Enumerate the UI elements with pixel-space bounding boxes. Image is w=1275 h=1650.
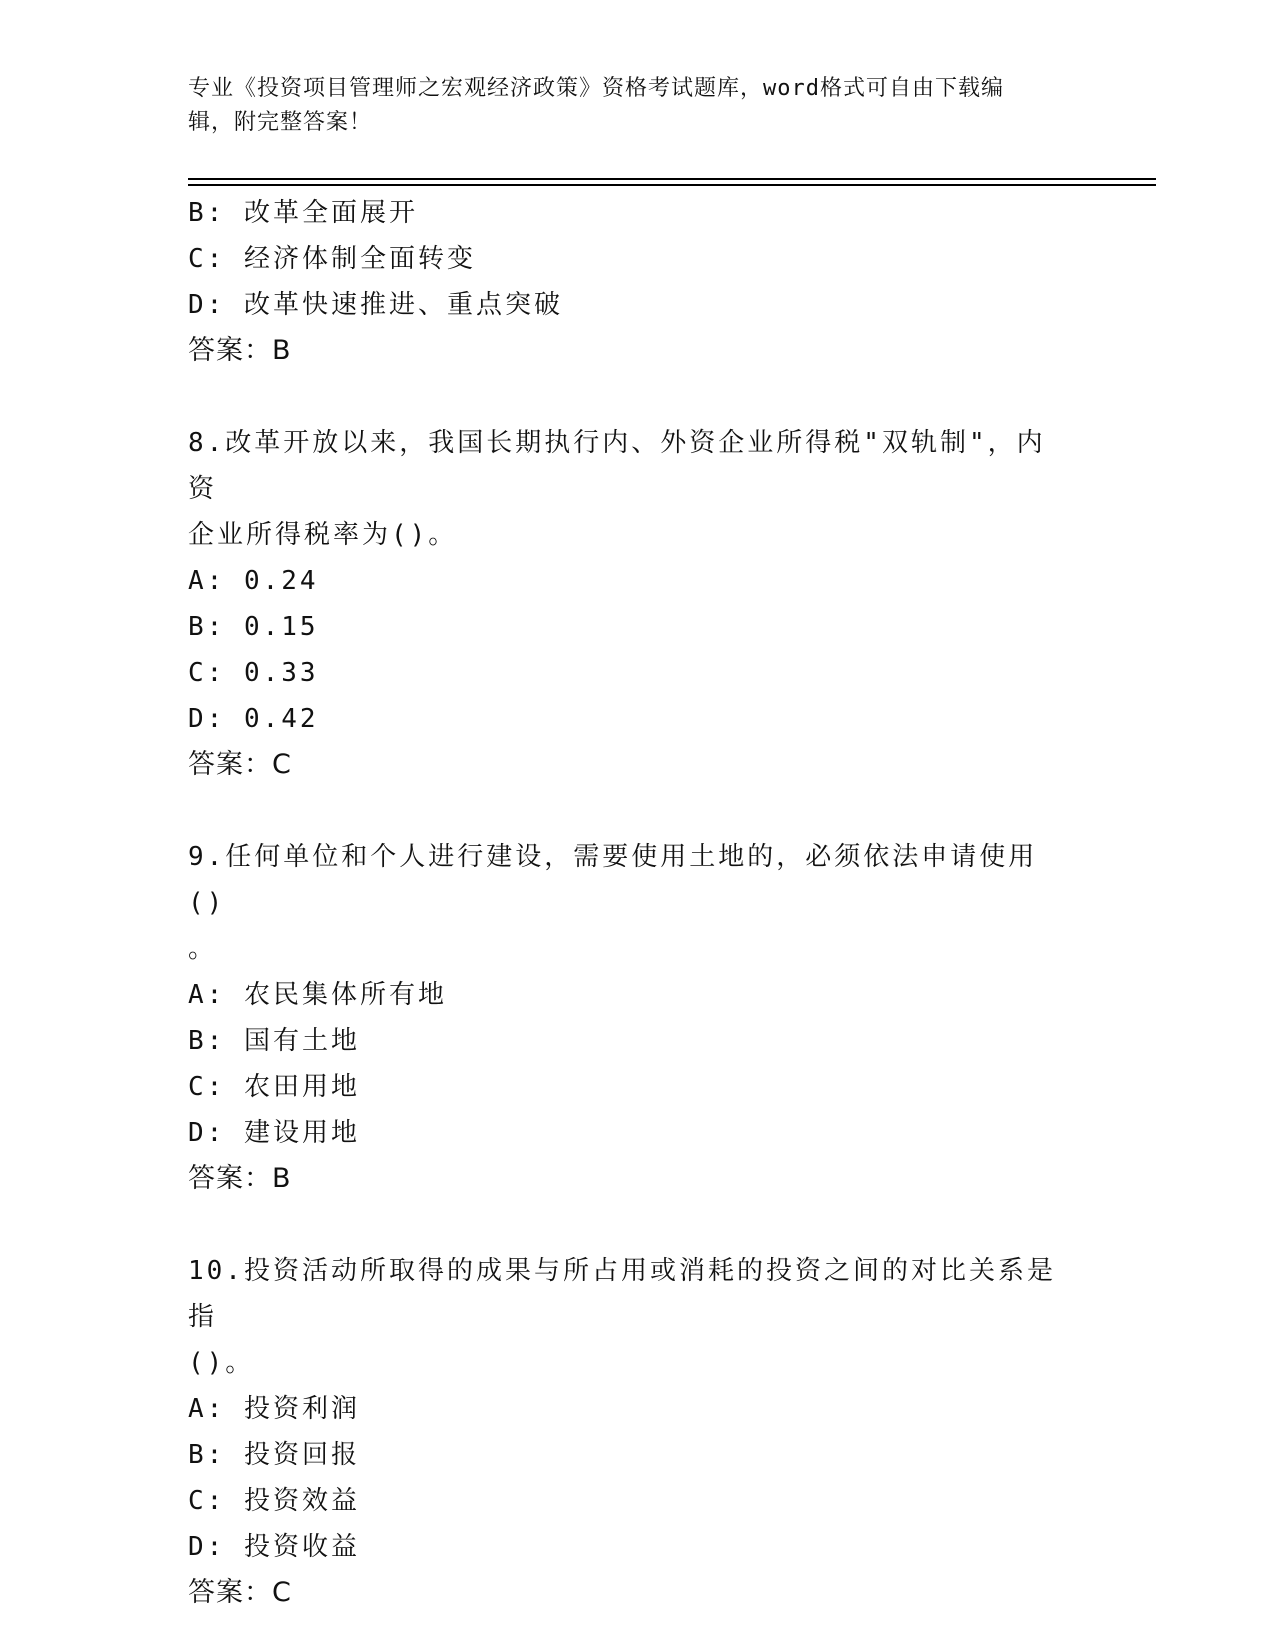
- document-header: [188, 72, 1068, 140]
- option-b: B: 0.15: [188, 612, 319, 642]
- question-text-line-1: 8.改革开放以来，我国长期执行内、外资企业所得税"双轨制"，内资: [188, 428, 1046, 504]
- option-d: D: 改革快速推进、重点突破: [188, 290, 563, 320]
- option-a: A: 农民集体所有地: [188, 980, 447, 1010]
- question-7: [188, 190, 1088, 374]
- header-line-2: 辑，附完整答案！: [188, 110, 373, 135]
- question-list: [188, 190, 1088, 1616]
- option-b: B: 国有土地: [188, 1026, 360, 1056]
- answer: 答案：C: [188, 1577, 292, 1608]
- question-text: [188, 420, 1068, 558]
- header-divider-bottom: [188, 184, 1156, 186]
- header-line-1: 专业《投资项目管理师之宏观经济政策》资格考试题库，word格式可自由下载编: [188, 76, 1004, 101]
- question-text-line-1: 9.任何单位和个人进行建设，需要使用土地的，必须依法申请使用(): [188, 842, 1038, 918]
- option-a: A: 0.24: [188, 566, 319, 596]
- header-divider-top: [188, 178, 1156, 180]
- question-text-line-1: 10.投资活动所取得的成果与所占用或消耗的投资之间的对比关系是指: [188, 1256, 1056, 1332]
- option-c: C: 农田用地: [188, 1072, 360, 1102]
- question-text: [188, 1248, 1068, 1386]
- question-9: [188, 834, 1088, 1202]
- option-d: D: 投资收益: [188, 1532, 360, 1562]
- answer: 答案：B: [188, 335, 292, 366]
- option-d: D: 建设用地: [188, 1118, 360, 1148]
- question-text-line-2: ()。: [188, 1348, 255, 1378]
- option-d: D: 0.42: [188, 704, 319, 734]
- answer: 答案：B: [188, 1163, 292, 1194]
- question-text-line-2: 企业所得税率为()。: [188, 520, 458, 550]
- question-10: [188, 1248, 1088, 1616]
- question-text: [188, 834, 1068, 972]
- question-text-line-2: 。: [188, 934, 218, 964]
- option-c: C: 0.33: [188, 658, 319, 688]
- option-b: B: 投资回报: [188, 1440, 360, 1470]
- option-b: B: 改革全面展开: [188, 198, 418, 228]
- option-c: C: 投资效益: [188, 1486, 360, 1516]
- option-c: C: 经济体制全面转变: [188, 244, 476, 274]
- question-8: [188, 420, 1088, 788]
- answer: 答案：C: [188, 749, 292, 780]
- option-a: A: 投资利润: [188, 1394, 360, 1424]
